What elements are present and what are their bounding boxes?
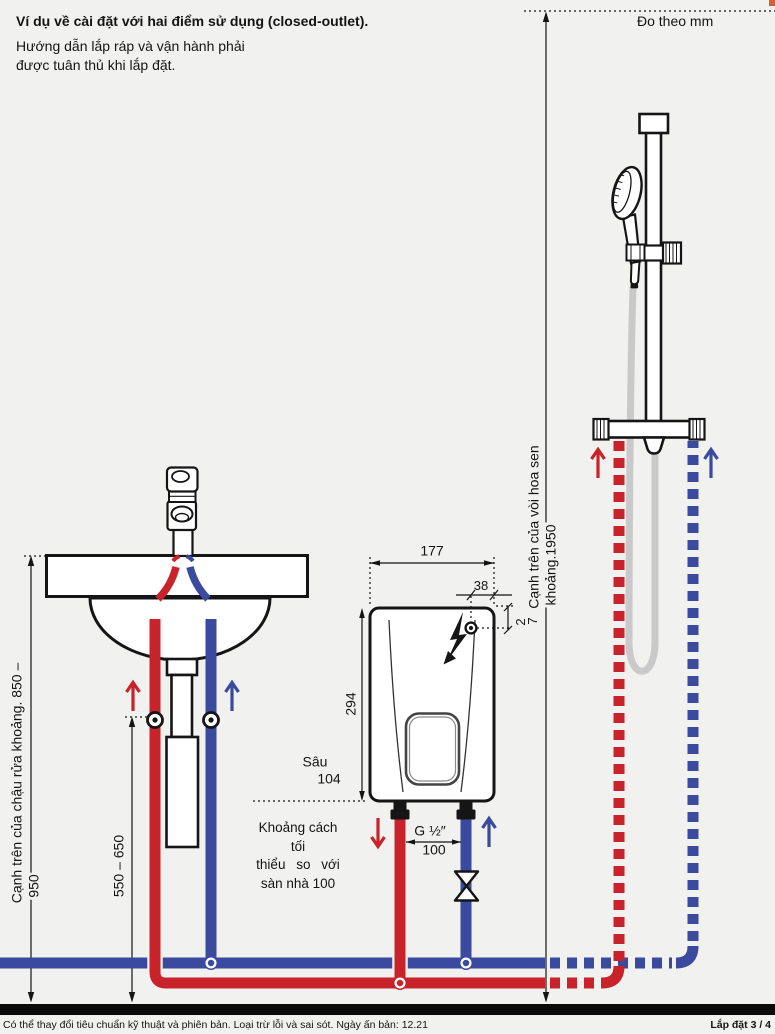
- shower-top-edge-label: Cạnh trên của vòi hoa sen: [525, 445, 542, 609]
- red-arrow-icon: [592, 450, 605, 479]
- in-wall-pipes: [550, 441, 693, 983]
- blue-arrow-icon: [705, 450, 718, 479]
- page-corner-mark: [769, 0, 775, 6]
- drain-trap: [167, 659, 199, 847]
- dim-heater-height: 294: [342, 692, 359, 716]
- dim-basin-connection-height: 550 – 650: [110, 834, 127, 898]
- faucet: [167, 468, 198, 557]
- subtitle-line-1: Hướng dẫn lắp ráp và vận hành phải: [16, 38, 245, 54]
- dim-cable-entry-1: 2: [513, 618, 529, 626]
- cable-entry-point: [466, 623, 477, 634]
- blue-arrow-icon: [226, 683, 239, 712]
- bowtie-valve-icon: [455, 872, 478, 901]
- floor-clearance-line-1: Khoảng cách tối: [258, 820, 338, 854]
- blue-arrow-icon: [483, 819, 496, 848]
- hand-shower: [607, 164, 646, 288]
- washbasin: [47, 468, 308, 848]
- shower-set: [594, 114, 705, 671]
- shower-mixer: [594, 419, 705, 454]
- red-arrow-icon: [127, 683, 140, 712]
- unit-note: Đo theo mm: [637, 13, 714, 29]
- thread-label: G ½″: [414, 822, 446, 839]
- page-title: Ví dụ về cài đặt với hai điểm sử dụng (closed-outlet).: [16, 13, 369, 29]
- dim-heater-width: 177: [420, 542, 444, 559]
- floor-clearance-note: [250, 819, 346, 893]
- rail-cap: [640, 114, 669, 133]
- floor-clearance-line-2: thiểu so với: [256, 857, 340, 872]
- subtitle-line-2: được tuân thủ khi lắp đặt.: [16, 57, 176, 73]
- basin-top-edge-label: Cạnh trên của chậu rửa khoảng. 850 –: [8, 662, 25, 904]
- shower-rail: [646, 131, 661, 422]
- basin-bowl: [90, 598, 270, 660]
- dim-pipe-spacing: 100: [422, 841, 446, 858]
- dim-cable-offset: 38: [473, 578, 489, 594]
- depth-label: Sâu: [302, 753, 328, 770]
- rail-slider: [644, 243, 681, 264]
- footer-note: Có thể thay đổi tiêu chuẩn kỹ thuật và phiên bản. Loại trừ lỗi và sai sót. Ngày ấn bản: 12.21: [3, 1019, 428, 1031]
- holder-clamp: [627, 245, 645, 261]
- water-heater: [253, 557, 514, 845]
- shower-top-edge-value: khoảng.1950: [542, 524, 559, 606]
- floor-clearance-line-3: sàn nhà 100: [260, 875, 336, 891]
- dim-cable-entry-2: 7: [525, 617, 541, 625]
- mixer-outlet: [644, 438, 664, 454]
- red-arrow-down-icon: [372, 818, 385, 847]
- depth-value: 104: [317, 770, 341, 787]
- heater-body: [370, 608, 494, 801]
- floor-line: [0, 1004, 775, 1015]
- basin-top-edge-value: 950: [25, 874, 42, 898]
- pipe-fittings: [391, 801, 476, 820]
- footer-page-indicator: Lắp đặt 3 / 4: [710, 1019, 771, 1031]
